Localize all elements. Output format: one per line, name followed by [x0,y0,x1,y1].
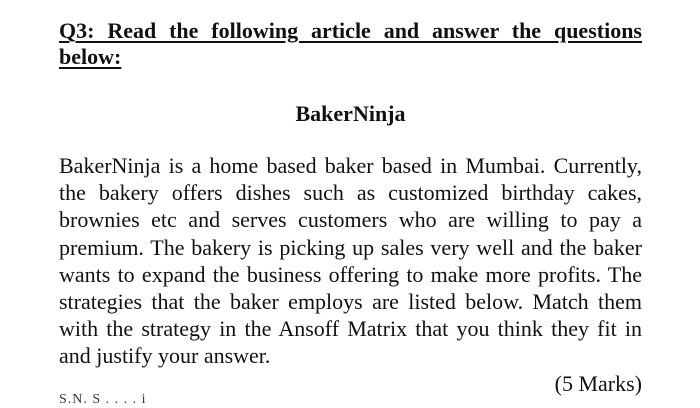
article-body: BakerNinja is a home based baker based in Mumbai. Currently, the bakery offers dishes such as customized birthday cakes, brownies etc and serves customers who are willing to pay a premium. The bakery is picking up sales very well and the baker wants to expand the business offering to make more profits. The strategies that the baker employs are listed below. Match them with the strategy in the Ansoff Matrix that you think they fit in and justify your answer. [59,153,642,369]
question-heading: Q3: Read the following article and answer the questions below: [59,18,642,69]
marks-label: (5 Marks) [554,370,642,396]
document-page [59,18,642,397]
article-title: BakerNinja [295,101,406,126]
cutoff-text: S.N. S . . . . i [59,392,147,407]
